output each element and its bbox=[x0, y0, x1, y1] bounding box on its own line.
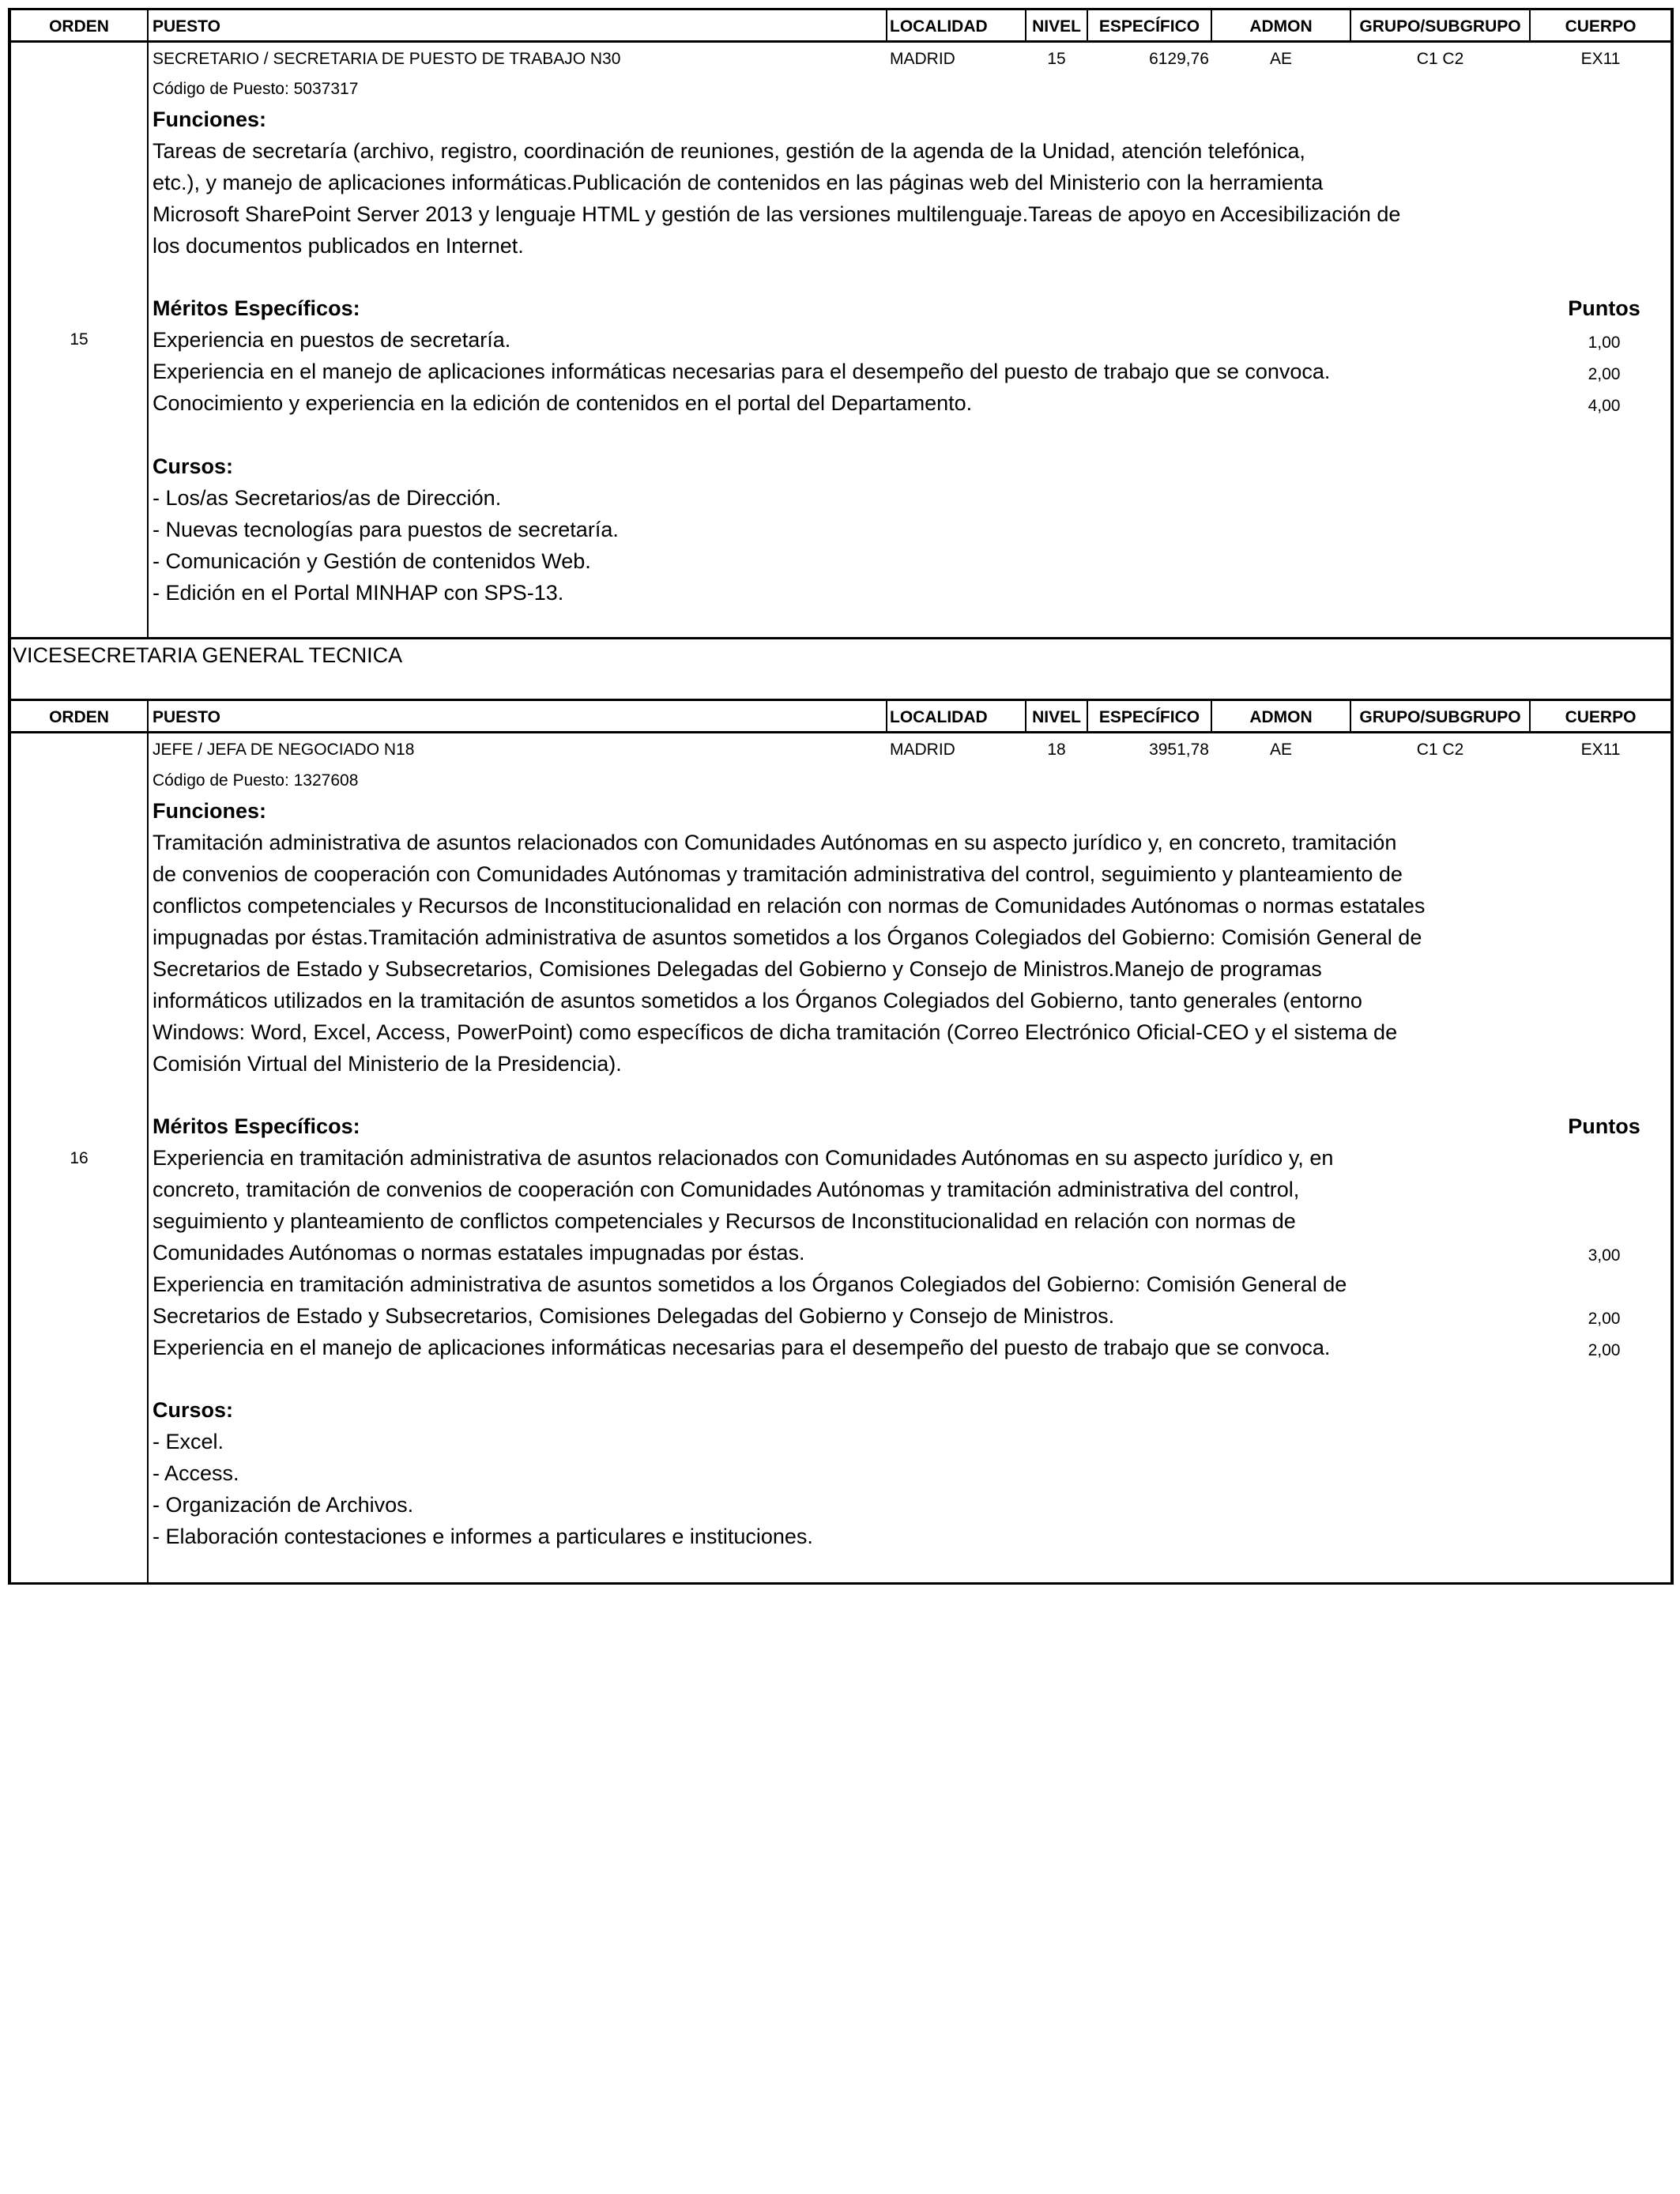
entry-orden: 15 bbox=[70, 330, 89, 349]
puntos-label: Puntos bbox=[1568, 1114, 1640, 1138]
curso-item: - Organización de Archivos. bbox=[153, 1493, 414, 1517]
curso-item: - Nuevas tecnologías para puestos de secretaría. bbox=[153, 518, 619, 541]
funciones-label: Funciones: bbox=[153, 799, 267, 823]
header-nivel: NIVEL bbox=[1032, 708, 1081, 726]
header-grupo: GRUPO/SUBGRUPO bbox=[1359, 708, 1521, 726]
header2-top bbox=[8, 699, 1674, 701]
entry-grupo: C1 C2 bbox=[1416, 50, 1464, 68]
cursos-label: Cursos: bbox=[153, 1398, 234, 1422]
merito-puntos: 2,00 bbox=[1588, 1341, 1621, 1359]
curso-item: - Los/as Secretarios/as de Dirección. bbox=[153, 486, 502, 510]
curso-item: - Excel. bbox=[153, 1430, 224, 1453]
entry2-col-divider bbox=[147, 700, 149, 1584]
header-orden: ORDEN bbox=[49, 17, 109, 36]
header-orden: ORDEN bbox=[49, 708, 109, 726]
entry-especifico: 6129,76 bbox=[1149, 50, 1209, 68]
h1-div-localidad bbox=[886, 8, 887, 42]
entry-orden: 16 bbox=[70, 1149, 89, 1167]
entry-admon: AE bbox=[1269, 741, 1292, 759]
top-border bbox=[8, 8, 1674, 10]
funciones-label: Funciones: bbox=[153, 107, 267, 131]
header-localidad: LOCALIDAD bbox=[890, 708, 988, 726]
header-admon: ADMON bbox=[1249, 17, 1313, 36]
entry-codigo: Código de Puesto: 5037317 bbox=[153, 80, 359, 98]
header-grupo: GRUPO/SUBGRUPO bbox=[1359, 17, 1521, 36]
section-title: VICESECRETARIA GENERAL TECNICA bbox=[13, 643, 403, 667]
merito-line: Comunidades Autónomas o normas estatales impugnadas por éstas. bbox=[153, 1241, 805, 1265]
cursos-label: Cursos: bbox=[153, 454, 234, 478]
entry-grupo: C1 C2 bbox=[1416, 741, 1464, 759]
merito-line: Secretarios de Estado y Subsecretarios, Comisiones Delegadas del Gobierno y Consejo de Ministros. bbox=[153, 1304, 1115, 1328]
header2-bottom bbox=[8, 731, 1674, 733]
funciones-line: impugnadas por éstas.Tramitación administrativa de asuntos sometidos a los Órganos Colegiados del Gobierno: Comisión General de bbox=[153, 925, 1422, 949]
entry-nivel: 18 bbox=[1047, 741, 1066, 759]
entry-localidad: MADRID bbox=[890, 741, 955, 759]
bottom-border bbox=[8, 1582, 1674, 1585]
merito-puntos: 2,00 bbox=[1588, 365, 1621, 383]
header-cuerpo: CUERPO bbox=[1565, 17, 1637, 36]
merito-line: concreto, tramitación de convenios de cooperación con Comunidades Autónomas y tramitación administrativa del control, bbox=[153, 1178, 1300, 1201]
meritos-label: Méritos Específicos: bbox=[153, 1114, 360, 1138]
curso-item: - Elaboración contestaciones e informes a particulares e instituciones. bbox=[153, 1525, 813, 1548]
entry-especifico: 3951,78 bbox=[1149, 741, 1209, 759]
header-cuerpo: CUERPO bbox=[1565, 708, 1637, 726]
merito-line: Experiencia en puestos de secretaría. bbox=[153, 328, 511, 352]
merito-line: Experiencia en tramitación administrativa de asuntos sometidos a los Órganos Colegiados del Gobierno: Comisión General de bbox=[153, 1272, 1347, 1296]
header-admon: ADMON bbox=[1249, 708, 1313, 726]
funciones-line: Windows: Word, Excel, Access, PowerPoint) como específicos de dicha tramitación (Correo Electrónico Oficial-CEO y el sistema de bbox=[153, 1020, 1398, 1044]
entry-localidad: MADRID bbox=[890, 50, 955, 68]
header1-bottom bbox=[8, 40, 1674, 43]
header-localidad: LOCALIDAD bbox=[890, 17, 988, 36]
outer-left-border bbox=[8, 8, 11, 1584]
merito-line: Experiencia en el manejo de aplicaciones informáticas necesarias para el desempeño del puesto de trabajo que se convoca. bbox=[153, 1336, 1331, 1359]
header-especifico: ESPECÍFICO bbox=[1098, 17, 1200, 36]
funciones-line: conflictos competenciales y Recursos de Inconstitucionalidad en relación con normas de Comunidades Autónomas o normas estatales bbox=[153, 894, 1426, 918]
entry-codigo: Código de Puesto: 1327608 bbox=[153, 771, 359, 790]
curso-item: - Access. bbox=[153, 1461, 239, 1485]
merito-puntos: 1,00 bbox=[1588, 334, 1621, 352]
funciones-line: Microsoft SharePoint Server 2013 y lenguaje HTML y gestión de las versiones multilenguaje.Tareas de apoyo en Accesibilización de bbox=[153, 202, 1401, 226]
header-especifico: ESPECÍFICO bbox=[1098, 708, 1200, 726]
meritos-label: Méritos Específicos: bbox=[153, 296, 360, 320]
header-puesto: PUESTO bbox=[153, 708, 220, 726]
puntos-label: Puntos bbox=[1568, 296, 1640, 320]
merito-puntos: 4,00 bbox=[1588, 397, 1621, 415]
outer-right-border bbox=[1671, 8, 1674, 1584]
entry-puesto: JEFE / JEFA DE NEGOCIADO N18 bbox=[153, 741, 415, 759]
merito-puntos: 2,00 bbox=[1588, 1310, 1621, 1328]
entry1-col-divider bbox=[147, 8, 149, 639]
h2-div-localidad bbox=[886, 700, 887, 733]
funciones-line: Secretarios de Estado y Subsecretarios, Comisiones Delegadas del Gobierno y Consejo de Ministros.Manejo de programas bbox=[153, 957, 1322, 981]
funciones-line: informáticos utilizados en la tramitación de asuntos sometidos a los Órganos Colegiados del Gobierno, tanto generales (entorno bbox=[153, 989, 1362, 1012]
merito-line: Experiencia en el manejo de aplicaciones informáticas necesarias para el desempeño del puesto de trabajo que se convoca. bbox=[153, 360, 1331, 383]
entry-puesto: SECRETARIO / SECRETARIA DE PUESTO DE TRABAJO N30 bbox=[153, 50, 621, 68]
funciones-line: Comisión Virtual del Ministerio de la Presidencia). bbox=[153, 1052, 622, 1076]
merito-line: seguimiento y planteamiento de conflictos competenciales y Recursos de Inconstitucionalidad en relación con normas de bbox=[153, 1209, 1296, 1233]
header-nivel: NIVEL bbox=[1032, 17, 1081, 36]
funciones-line: Tareas de secretaría (archivo, registro, coordinación de reuniones, gestión de la agenda de la Unidad, atención telefónica, bbox=[153, 139, 1305, 163]
merito-line: Conocimiento y experiencia en la edición de contenidos en el portal del Departamento. bbox=[153, 391, 973, 415]
entry-cuerpo: EX11 bbox=[1580, 741, 1621, 759]
entry-admon: AE bbox=[1269, 50, 1292, 68]
funciones-line: etc.), y manejo de aplicaciones informáticas.Publicación de contenidos en las páginas web del Ministerio con la herramienta bbox=[153, 171, 1324, 194]
curso-item: - Edición en el Portal MINHAP con SPS-13. bbox=[153, 581, 564, 605]
curso-item: - Comunicación y Gestión de contenidos Web. bbox=[153, 549, 591, 573]
header-puesto: PUESTO bbox=[153, 17, 220, 36]
merito-puntos: 3,00 bbox=[1588, 1246, 1621, 1265]
funciones-line: de convenios de cooperación con Comunidades Autónomas y tramitación administrativa del control, seguimiento y planteamiento de bbox=[153, 862, 1403, 886]
entry-cuerpo: EX11 bbox=[1580, 50, 1621, 68]
entry-nivel: 15 bbox=[1047, 50, 1066, 68]
funciones-line: Tramitación administrativa de asuntos relacionados con Comunidades Autónomas en su aspecto jurídico y, en concreto, tramitación bbox=[153, 831, 1397, 854]
funciones-line: los documentos publicados en Internet. bbox=[153, 234, 524, 258]
merito-line: Experiencia en tramitación administrativa de asuntos relacionados con Comunidades Autónomas en su aspecto jurídico y, en bbox=[153, 1146, 1334, 1170]
